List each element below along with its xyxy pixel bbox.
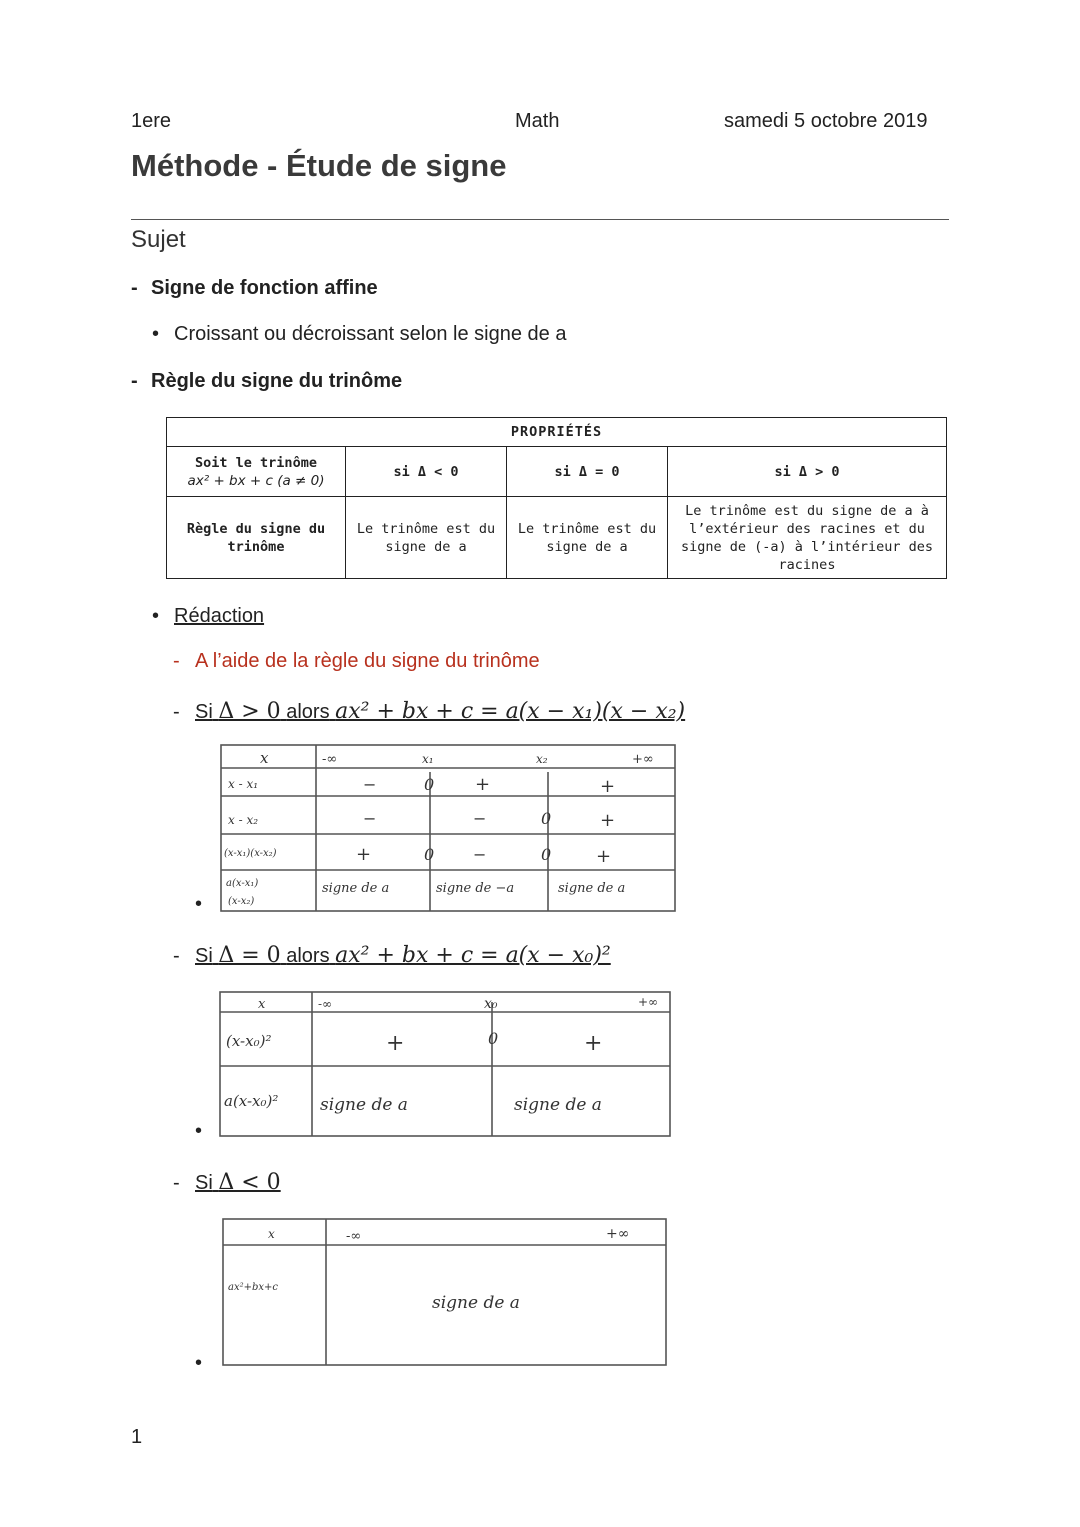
trinome-definition-formula: ax² + bx + c (a ≠ 0) — [187, 472, 325, 489]
t1-row1-label: x - x₁ — [228, 777, 259, 791]
t1-r4c3: signe de a — [558, 881, 626, 896]
t3-head-pinf: +∞ — [606, 1226, 630, 1242]
col-delta-zero: si Δ = 0 — [507, 447, 668, 497]
t2-head-x: x — [258, 997, 266, 1012]
case1-condition: Δ > 0 — [218, 699, 281, 724]
col-delta-negative: si Δ < 0 — [346, 447, 507, 497]
dash-marker: - — [173, 1172, 180, 1194]
t1-row3-label: (x-x₁)(x-x₂) — [224, 848, 277, 859]
sign-table-delta-negative — [220, 1216, 670, 1370]
bullet-dot: • — [195, 893, 203, 915]
t2-row2-label: a(x-x₀)² — [224, 1092, 279, 1110]
affine-heading — [131, 277, 378, 300]
t1-row2-label: x - x₂ — [228, 813, 259, 827]
t3-row1-label: ax²+bx+c — [228, 1282, 279, 1293]
case3-prefix: Si — [195, 1172, 213, 1194]
properties-caption: PROPRIÉTÉS — [167, 418, 947, 447]
bullet-dot: • — [152, 605, 160, 627]
case-delta-negative — [173, 1170, 281, 1195]
t1-head-x1: x₁ — [422, 752, 434, 766]
t2-head-x0: x₀ — [484, 996, 498, 1012]
title-divider — [131, 219, 949, 220]
rule-cell-zero: Le trinôme est du signe de a — [507, 497, 668, 579]
bullet-dot: • — [195, 1352, 203, 1374]
affine-bullet-text: Croissant ou décroissant selon le signe de a — [174, 323, 567, 345]
t1-r4c2: signe de −a — [436, 881, 515, 896]
t1-head-pinf: +∞ — [632, 752, 654, 767]
t1-r2c3: 0 — [541, 809, 552, 828]
t2-r2c2: signe de a — [514, 1095, 602, 1115]
dash-marker: - — [173, 701, 180, 723]
t1-row4-label-a: a(x-x₁) — [226, 878, 259, 889]
case1-prefix: Si — [195, 701, 213, 723]
redaction-label: Rédaction — [174, 605, 265, 627]
t1-r3c2: 0 — [424, 845, 435, 864]
rule-cell-positive: Le trinôme est du signe de a à l’extérieur des racines et du signe de (-a) à l’intérieur des racines — [668, 497, 947, 579]
case3-condition: Δ < 0 — [218, 1170, 281, 1195]
affine-bullet — [152, 323, 566, 346]
t1-r3c3: − — [473, 845, 487, 864]
trinome-heading — [131, 370, 402, 393]
t1-r1c1: − — [363, 775, 377, 794]
t1-r3c4: 0 — [541, 845, 552, 864]
case2-formula: ax² + bx + c = a(x − x₀)² — [335, 943, 611, 968]
trinome-definition-title: Soit le trinôme — [195, 454, 317, 471]
t2-r1c1: + — [386, 1031, 405, 1056]
header-class: 1ere — [131, 110, 172, 132]
rule-cell-negative: Le trinôme est du signe de a — [346, 497, 507, 579]
t3-head-minf: -∞ — [346, 1229, 362, 1244]
redaction-red-line — [173, 650, 540, 673]
dash-marker: - — [131, 277, 138, 299]
affine-heading-text: Signe de fonction affine — [151, 277, 378, 299]
t1-r2c4: + — [600, 810, 616, 831]
case1-formula: ax² + bx + c = a(x − x₁)(x − x₂) — [335, 699, 686, 724]
t2-r2c1: signe de a — [320, 1095, 408, 1115]
header-date: samedi 5 octobre 2019 — [724, 110, 928, 132]
trinome-definition-cell — [167, 447, 346, 497]
case-delta-positive — [173, 699, 685, 724]
t1-head-minf: -∞ — [322, 752, 338, 767]
bullet-dot: • — [152, 323, 160, 345]
t2-row1-label: (x-x₀)² — [226, 1032, 272, 1050]
redaction-red-text: A l’aide de la règle du signe du trinôme — [195, 650, 540, 672]
col-delta-positive: si Δ > 0 — [668, 447, 947, 497]
t1-r4c1: signe de a — [322, 881, 390, 896]
t2-head-pinf: +∞ — [638, 995, 659, 1009]
t1-r2c2: − — [473, 809, 487, 828]
sign-table-delta-zero — [218, 990, 674, 1140]
case-delta-zero — [173, 943, 611, 968]
sign-table-delta-positive — [220, 744, 678, 914]
case2-prefix: Si — [195, 945, 213, 967]
dash-marker: - — [173, 945, 180, 967]
case2-condition: Δ = 0 — [218, 943, 281, 968]
page-title: Méthode - Étude de signe — [131, 148, 507, 183]
dash-marker: - — [173, 650, 180, 672]
t1-r1c2: 0 — [424, 775, 435, 794]
t1-head-x2: x₂ — [536, 752, 548, 766]
t1-r2c1: − — [363, 809, 377, 828]
t3-r1c1: signe de a — [432, 1293, 520, 1313]
t1-head-x: x — [260, 749, 269, 767]
dash-marker: - — [131, 370, 138, 392]
t2-r1c2: 0 — [488, 1029, 499, 1048]
t1-r3c5: + — [596, 846, 612, 867]
case2-mid: alors — [286, 945, 330, 967]
trinome-heading-text: Règle du signe du trinôme — [151, 370, 403, 392]
t1-row4-label-b: (x-x₂) — [228, 896, 255, 907]
properties-table — [166, 417, 947, 579]
t1-r3c1: + — [356, 844, 372, 865]
page-number: 1 — [131, 1426, 143, 1448]
t2-r1c3: + — [584, 1031, 603, 1056]
case1-mid: alors — [286, 701, 330, 723]
redaction-bullet — [152, 605, 264, 628]
section-heading: Sujet — [131, 226, 186, 253]
t3-head-x: x — [268, 1227, 275, 1241]
t2-head-minf: -∞ — [318, 997, 333, 1011]
bullet-dot: • — [195, 1120, 203, 1142]
t1-r1c3: + — [475, 774, 491, 795]
t1-r1c4: + — [600, 776, 616, 797]
header-subject: Math — [515, 110, 560, 132]
rule-label-cell: Règle du signe du trinôme — [167, 497, 346, 579]
